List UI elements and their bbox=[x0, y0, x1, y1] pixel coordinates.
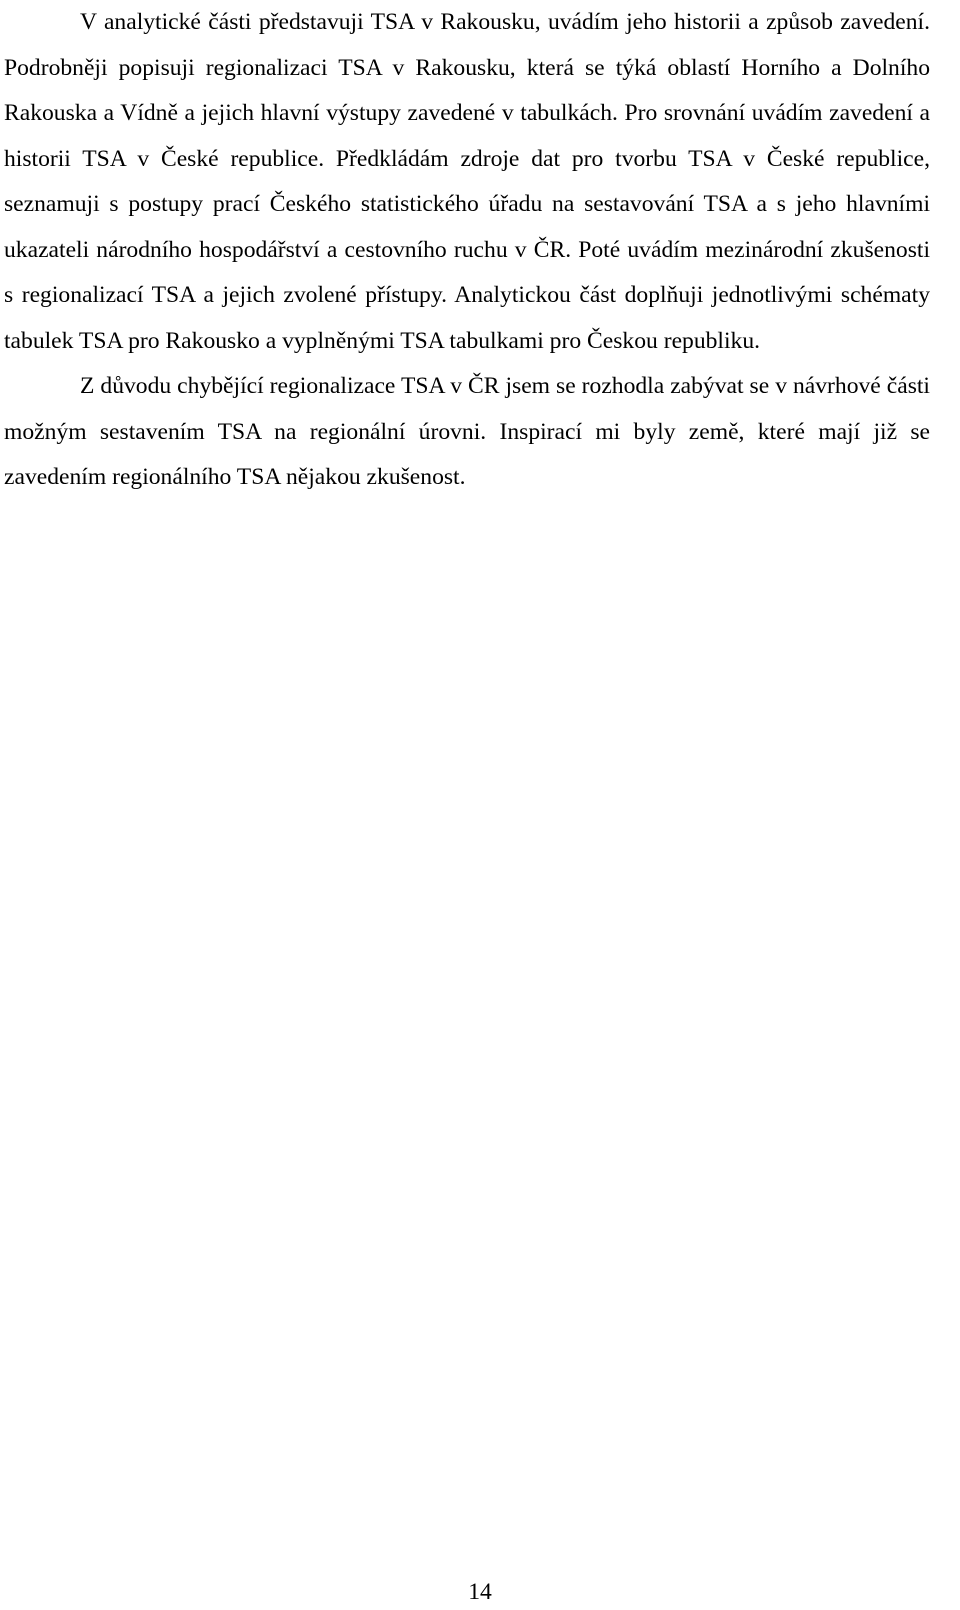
document-page bbox=[4, 0, 930, 501]
paragraph-design-part: Z důvodu chybějící regionalizace TSA v ČR jsem se rozhodla zabývat se v návrhové části možným sestavením TSA na regionální úrovni. Inspirací mi byly země, které mají již se zavedením regionálního TSA nějakou zkušenost. bbox=[4, 373, 930, 490]
page-number: 14 bbox=[468, 1579, 492, 1605]
paragraph-analytical-part: V analytické části představuji TSA v Rakousku, uvádím jeho historii a způsob zavedení. Podrobněji popisuji regionalizaci TSA v Rakousku, která se týká oblastí Horního a Dolního Rakouska a Vídně a jejich hlavní výstupy zavedené v tabulkách. Pro srovnání uvádím zavedení a historii TSA v České republice. Předkládám zdroje dat pro tvorbu TSA v České republice, seznamuji s postupy prací Českého statistického úřadu na sestavování TSA a s jeho hlavními ukazateli národního hospodářství a cestovního ruchu v ČR. Poté uvádím mezinárodní zkušenosti s regionalizací TSA a jejich zvolené přístupy. Analytickou část doplňuji jednotlivými schématy tabulek TSA pro Rakousko a vyplněnými TSA tabulkami pro Českou republiku. bbox=[4, 9, 930, 354]
